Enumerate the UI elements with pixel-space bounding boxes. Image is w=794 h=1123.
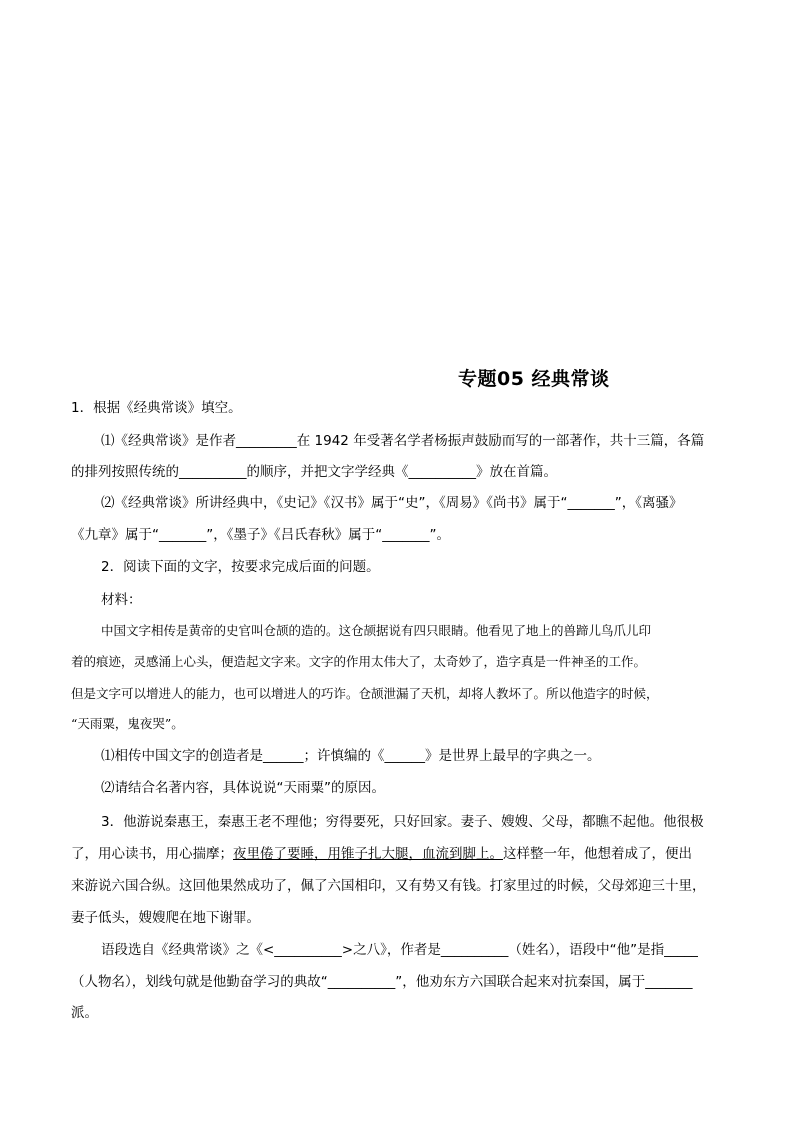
- q2-stem: 2．阅读下面的文字，按要求完成后面的问题。: [101, 559, 380, 575]
- q3-line-2-pre: 了，用心读书，用心揣摩；: [71, 846, 233, 862]
- q3-answer-line-2: （人物名），划线句就是他勤奋学习的典故“__________”，他劝东方六国联合起来对抗秦国，属于_______: [71, 974, 693, 990]
- q1-part2-line2: 《九章》属于“_______”，《墨子》《吕氏春秋》属于“_______”。: [71, 527, 450, 543]
- q1-part2-line1: ⑵《经典常谈》所讲经典中，《史记》《汉书》属于“史”，《周易》《尚书》属于“_______”，《离骚》: [101, 495, 683, 511]
- material-line-1: 中国文字相传是黄帝的史官叫仓颉的造的。这仓颉据说有四只眼睛。他看见了地上的兽蹄儿鸟爪儿印: [101, 623, 652, 638]
- q3-line-2: [71, 844, 692, 864]
- material-line-3: 但是文字可以增进人的能力，也可以增进人的巧诈。仓颉泄漏了天机，却将人教坏了。所以他造字的时候，: [71, 686, 659, 701]
- material-line-2: 着的痕迹，灵感涌上心头，便造起文字来。文字的作用太伟大了，太奇妙了，造字真是一件神圣的工作。: [71, 654, 647, 669]
- q3-line-3: 来游说六国合纵。这回他果然成功了，佩了六国相印，又有势又有钱。打家里过的时候，父母郊迎三十里，: [71, 878, 706, 894]
- material-label: 材料：: [101, 592, 142, 608]
- q2-sub2: ⑵请结合名著内容，具体说说“天雨粟”的原因。: [101, 780, 385, 796]
- q3-line-2-post: 这样整一年，他想着成了，便出: [503, 846, 692, 862]
- q1-part1-line1: ⑴《经典常谈》是作者_________在 1942 年受著名学者杨振声鼓励而写的一部著作，共十三篇，各篇: [101, 433, 705, 449]
- q1-stem: 1．根据《经典常谈》填空。: [71, 400, 242, 416]
- q3-answer-line-3: 派。: [71, 1005, 98, 1021]
- underlined-sentence: 夜里倦了要睡，用锥子扎大腿，血流到脚上。: [233, 846, 503, 862]
- q3-line-1: 3．他游说秦惠王，秦惠王老不理他；穷得要死，只好回家。妻子、嫂嫂、父母，都瞧不起他。他很极: [101, 814, 704, 830]
- q2-sub1: ⑴相传中国文字的创造者是______；许慎编的《______》是世界上最早的字典之一。: [101, 748, 601, 764]
- page-title: 专题05 经典常谈: [458, 368, 610, 390]
- q3-line-4: 妻子低头，嫂嫂爬在地下谢罪。: [71, 910, 260, 926]
- q3-answer-line-1: 语段选自《经典常谈》之《<__________>之八》，作者是__________（姓名），语段中“他”是指_____: [101, 942, 698, 958]
- material-line-4: “天雨粟，鬼夜哭”。: [71, 716, 184, 731]
- q1-part1-line2: 的排列按照传统的__________的顺序，并把文字学经典《__________》放在首篇。: [71, 464, 557, 480]
